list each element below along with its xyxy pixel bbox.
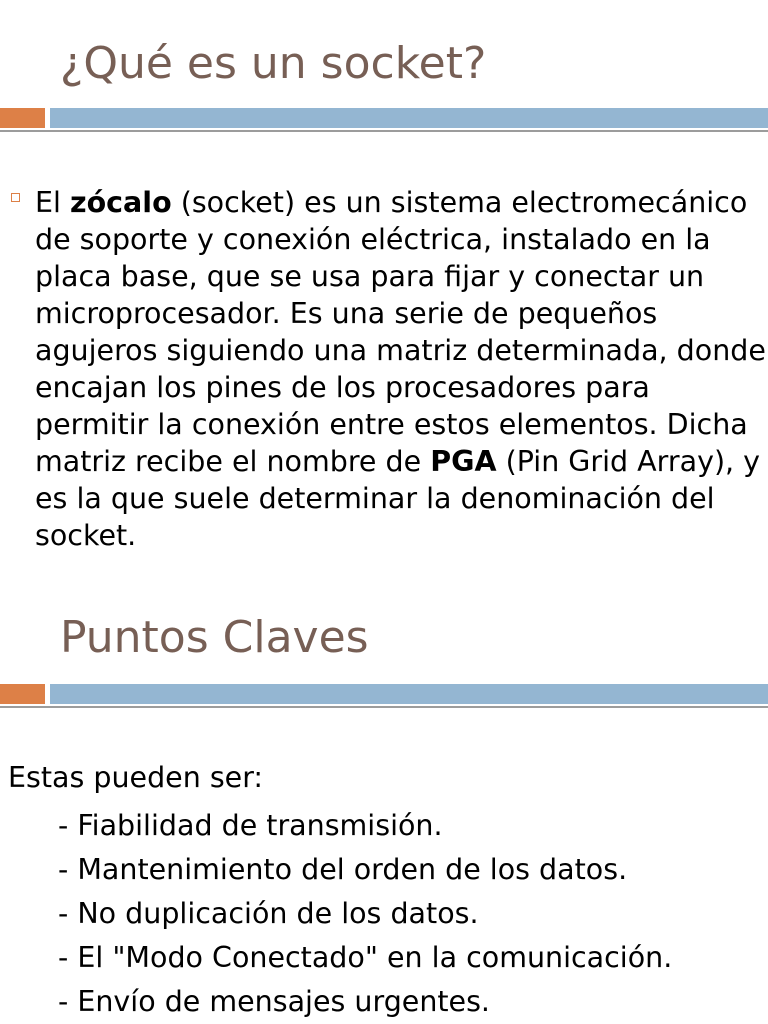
list-item: - Fiabilidad de transmisión. xyxy=(58,809,443,842)
bold-term-pga: PGA xyxy=(430,445,497,478)
list-intro: Estas pueden ser: xyxy=(8,761,264,794)
accent-divider-line xyxy=(0,130,768,132)
accent-orange-block xyxy=(0,108,45,128)
accent-blue-band xyxy=(50,108,768,128)
key-points-list-block xyxy=(8,760,758,1024)
list-item: - Envío de mensajes urgentes. xyxy=(58,985,490,1018)
accent-divider-line xyxy=(0,706,768,708)
slide-title: Puntos Claves xyxy=(60,612,369,663)
list-item: - Mantenimiento del orden de los datos. xyxy=(58,853,628,886)
bullet-body-2: (Pin Grid Array), y es la que suele determinar la denominación del socket. xyxy=(35,445,761,552)
list-item: - El "Modo Conectado" en la comunicación. xyxy=(58,941,673,974)
bold-term-zocalo: zócalo xyxy=(70,186,172,219)
accent-orange-block xyxy=(0,684,45,704)
square-bullet-icon xyxy=(11,193,20,202)
slide-title: ¿Qué es un socket? xyxy=(60,38,487,89)
key-points-list xyxy=(8,804,758,1024)
bullet-lead: El xyxy=(35,186,70,219)
bullet-paragraph xyxy=(8,184,766,554)
bullet-body-1: (socket) es un sistema electromecánico de soporte y conexión eléctrica, instalado en la placa base, que se usa para fijar y conectar un microprocesador. Es una serie de pequeños agujeros siguiendo una matriz determinada, donde encajan los pines de los procesadores para permitir la conexión entre estos elementos. Dicha matriz recibe el nombre de xyxy=(35,186,766,478)
accent-blue-band xyxy=(50,684,768,704)
slide-key-points xyxy=(0,578,768,1024)
title-accent-bar xyxy=(0,106,768,134)
title-accent-bar xyxy=(0,682,768,710)
list-item: - No duplicación de los datos. xyxy=(58,897,479,930)
bullet-text xyxy=(35,184,766,554)
